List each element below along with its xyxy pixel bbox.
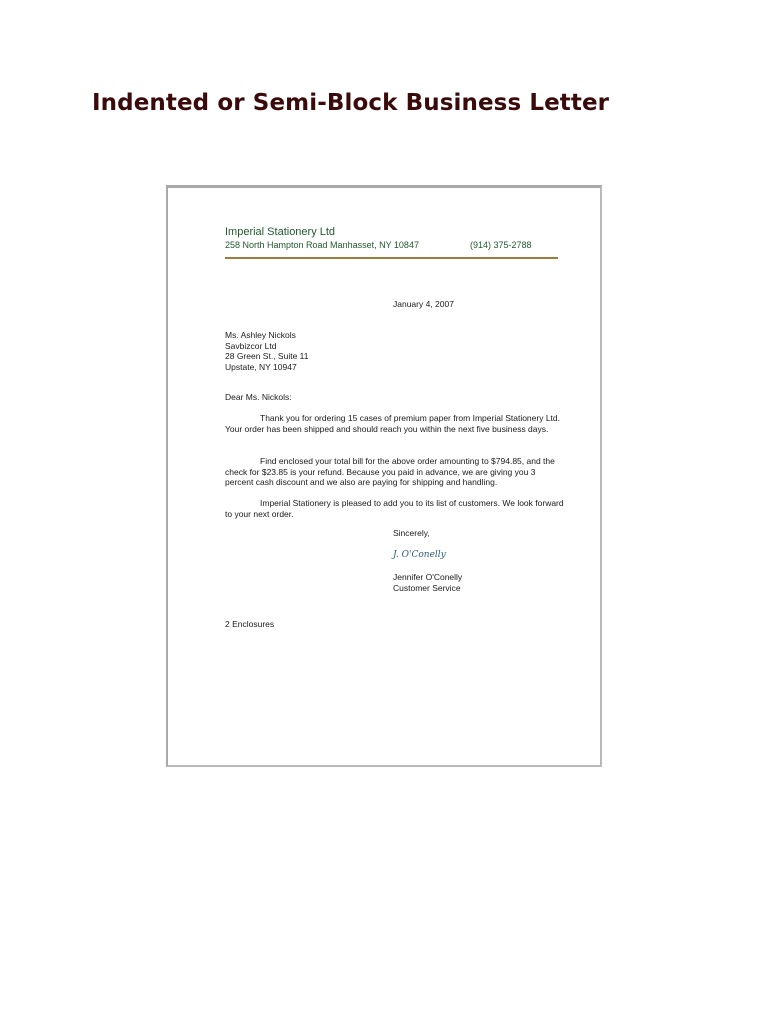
page-title: Indented or Semi-Block Business Letter xyxy=(92,90,610,116)
body-paragraph-3: Imperial Stationery is pleased to add you to its list of customers. We look forward to your next order. xyxy=(225,498,564,519)
recipient-city: Upstate, NY 10947 xyxy=(225,361,297,372)
handwritten-signature: J. O'Conelly xyxy=(393,550,446,560)
company-phone: (914) 375-2788 xyxy=(470,240,532,250)
recipient-name: Ms. Ashley Nickols xyxy=(225,330,296,340)
signer-title: Customer Service xyxy=(393,582,461,593)
recipient-company: Savbizcor Ltd xyxy=(225,340,277,351)
enclosure-notation: 2 Enclosures xyxy=(225,619,275,629)
body-paragraph-1: Thank you for ordering 15 cases of premium paper from Imperial Stationery Ltd. Your order has been shipped and should reach you within the next five business days. xyxy=(225,413,561,434)
inside-address xyxy=(225,330,308,372)
signature-block xyxy=(393,572,462,593)
body-paragraph-2: Find enclosed your total bill for the above order amounting to $794.85, and the check for $23.85 is your refund. Because you paid in advance, we are giving you 3 percent cash discount and we also are paying for shipping and handling. xyxy=(225,456,555,487)
salutation: Dear Ms. Nickols: xyxy=(225,392,292,402)
company-name: Imperial Stationery Ltd xyxy=(225,226,336,238)
signer-name: Jennifer O'Conelly xyxy=(393,572,463,582)
letter-image xyxy=(166,185,602,767)
complimentary-close: Sincerely, xyxy=(393,528,430,538)
letterhead-divider xyxy=(225,257,558,259)
company-address: 258 North Hampton Road Manhasset, NY 10847 xyxy=(225,240,419,250)
letter-date: January 4, 2007 xyxy=(393,299,454,309)
recipient-street: 28 Green St., Suite 11 xyxy=(225,351,309,361)
